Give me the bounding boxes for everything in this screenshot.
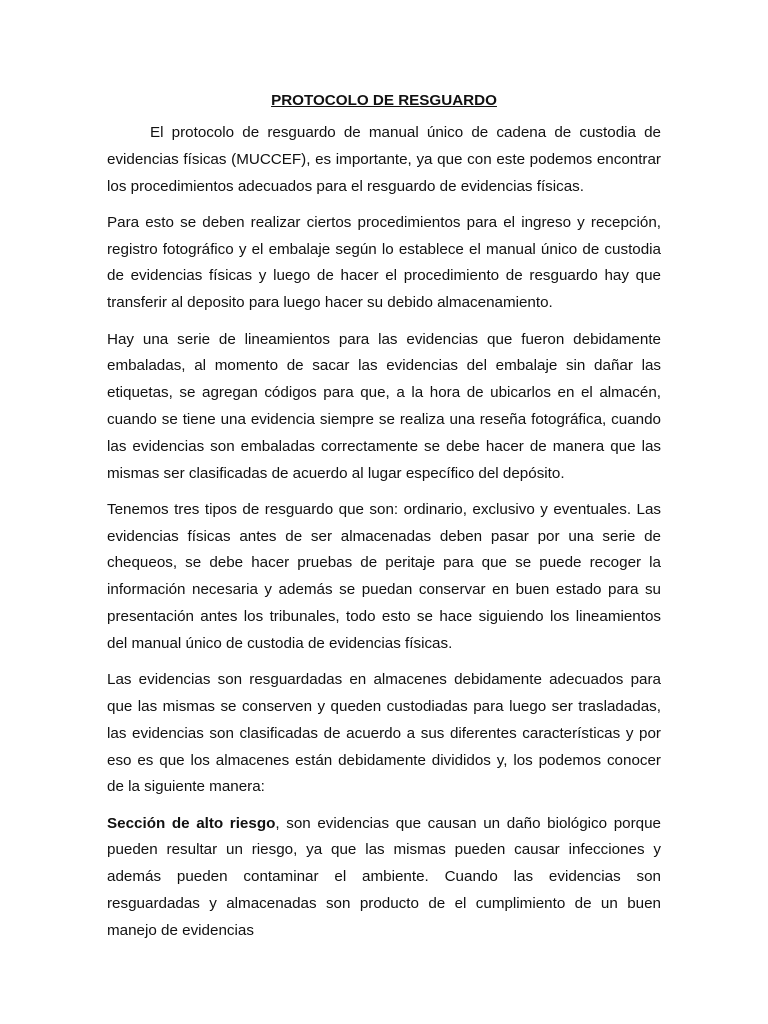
paragraph-guidelines: Hay una serie de lineamientos para las evidencias que fueron debidamente embaladas, al momento de sacar las evidencias del embalaje sin dañar las etiquetas, se agregan códigos para que, a la hora de ubicarlos en el almacén, cuando se tiene una evidencia siempre se realiza una reseña fotográfica, cuando las evidencias son embaladas correctamente se debe hacer de manera que las mismas ser clasificadas de acuerdo al lugar específico del depósito. <box>107 330 661 482</box>
paragraph-intro: El protocolo de resguardo de manual único de cadena de custodia de evidencias físicas (MUCCEF), es importante, ya que con este podemos encontrar los procedimientos adecuados para el resguardo de evidencias físicas. <box>107 124 661 195</box>
document-title: PROTOCOLO DE RESGUARDO <box>271 92 497 109</box>
paragraph-storage: Las evidencias son resguardadas en almacenes debidamente adecuados para que las mismas se conserven y queden custodiadas para luego ser trasladadas, las evidencias son clasificadas de acuerdo a sus diferentes características y por eso es que los almacenes están debidamente divididos y, los podemos conocer de la siguiente manera: <box>107 671 661 796</box>
high-risk-heading: Sección de alto riesgo <box>107 814 276 832</box>
high-risk-text: , son evidencias que causan un daño biológico porque pueden resultar un riesgo, ya que las mismas pueden causar infecciones y además pueden contaminar el ambiente. Cuando las evidencias son resguardadas y almacenadas son producto de el cumplimiento de un buen manejo de evidencias <box>107 814 661 939</box>
paragraph-procedures: Para esto se deben realizar ciertos procedimientos para el ingreso y recepción, registro fotográfico y el embalaje según lo establece el manual único de custodia de evidencias físicas y luego de hacer el procedimiento de resguardo hay que transferir al deposito para luego hacer su debido almacenamiento. <box>107 213 661 312</box>
paragraph-high-risk <box>107 811 661 945</box>
document-body <box>107 90 661 945</box>
paragraph-types: Tenemos tres tipos de resguardo que son: ordinario, exclusivo y eventuales. Las evidencias físicas antes de ser almacenadas deben pasar por una serie de chequeos, se debe hacer pruebas de peritaje para que se puede recoger la información necesaria y además se puedan conservar en buen estado para su presentación antes los tribunales, todo esto se hace siguiendo los lineamientos del manual único de custodia de evidencias físicas. <box>107 500 661 652</box>
